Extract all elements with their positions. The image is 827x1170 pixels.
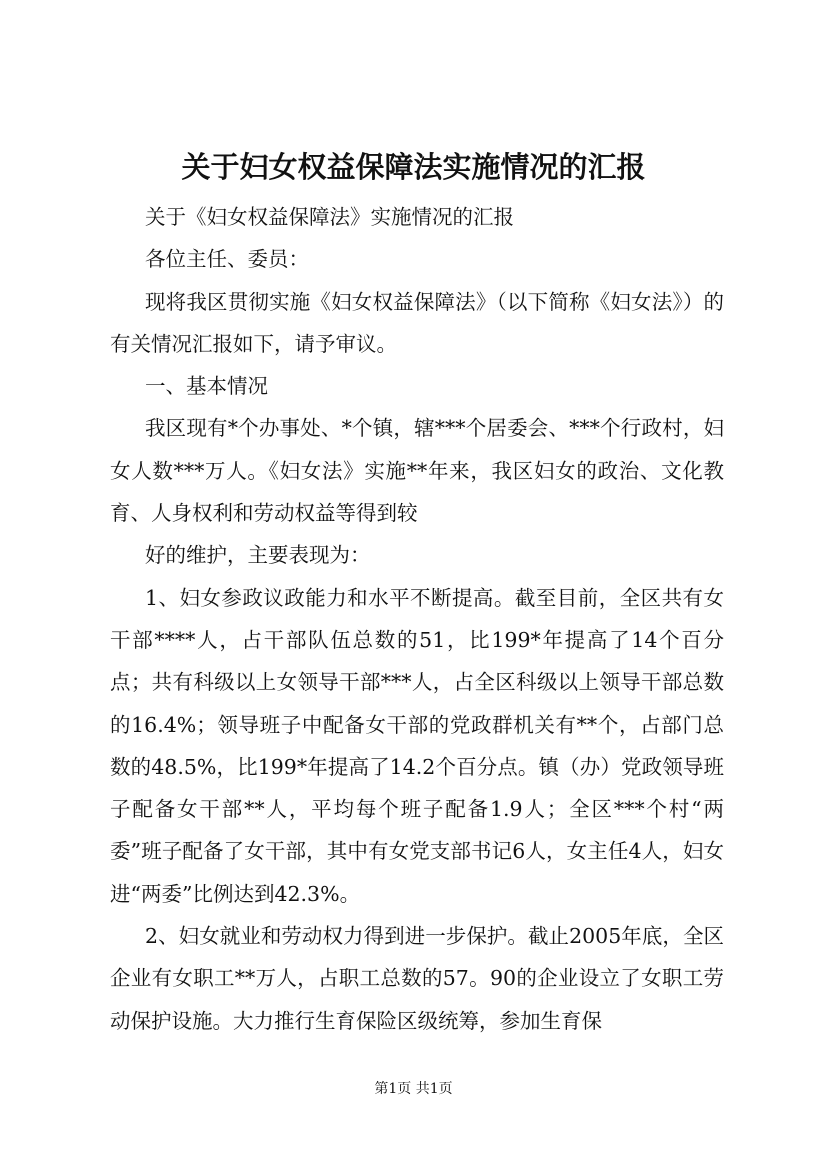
document-title: 关于妇女权益保障法实施情况的汇报 xyxy=(181,150,646,184)
paragraph-salutation: 各位主任、委员： xyxy=(145,247,309,272)
paragraph-item-2: 2、妇女就业和劳动权力得到进一步保护。截止2005年底，全区企业有女职工**万人，占职工总数的57。90的企业设立了女职工劳动保护设施。大力推行生育保险区级统筹，参加生育保 xyxy=(110,924,724,1033)
document-body xyxy=(110,196,724,1042)
paragraph-item-1: 1、妇女参政议政能力和水平不断提高。截至目前，全区共有女干部****人，占干部队伍总数的51，比199*年提高了14个百分点；共有科级以上女领导干部***人，占全区科级以上领导干部总数的16.4%；领导班子中配备女干部的党政群机关有**个，占部门总数的48.5%，比199*年提高了14.2个百分点。镇（办）党政领导班子配备女干部**人，平均每个班子配备1.9人；全区***个村“两委”班子配备了女干部，其中有女党支部书记6人，女主任4人，妇女进“两委”比例达到42.3%。 xyxy=(110,585,724,906)
page-number-footer: 第1页 共1页 xyxy=(374,1081,453,1097)
paragraph-overview-cont: 好的维护，主要表现为： xyxy=(145,543,371,568)
paragraph-overview: 我区现有*个办事处、*个镇，辖***个居委会、***个行政村，妇女人数***万人。《妇女法》实施**年来，我区妇女的政治、文化教育、人身权利和劳动权益等得到较 xyxy=(110,416,724,526)
paragraph-intro: 现将我区贯彻实施《妇女权益保障法》（以下简称《妇女法》）的有关情况汇报如下，请予审议。 xyxy=(110,289,724,356)
section-heading-basic: 一、基本情况 xyxy=(145,374,268,399)
paragraph-subtitle: 关于《妇女权益保障法》实施情况的汇报 xyxy=(145,205,514,229)
